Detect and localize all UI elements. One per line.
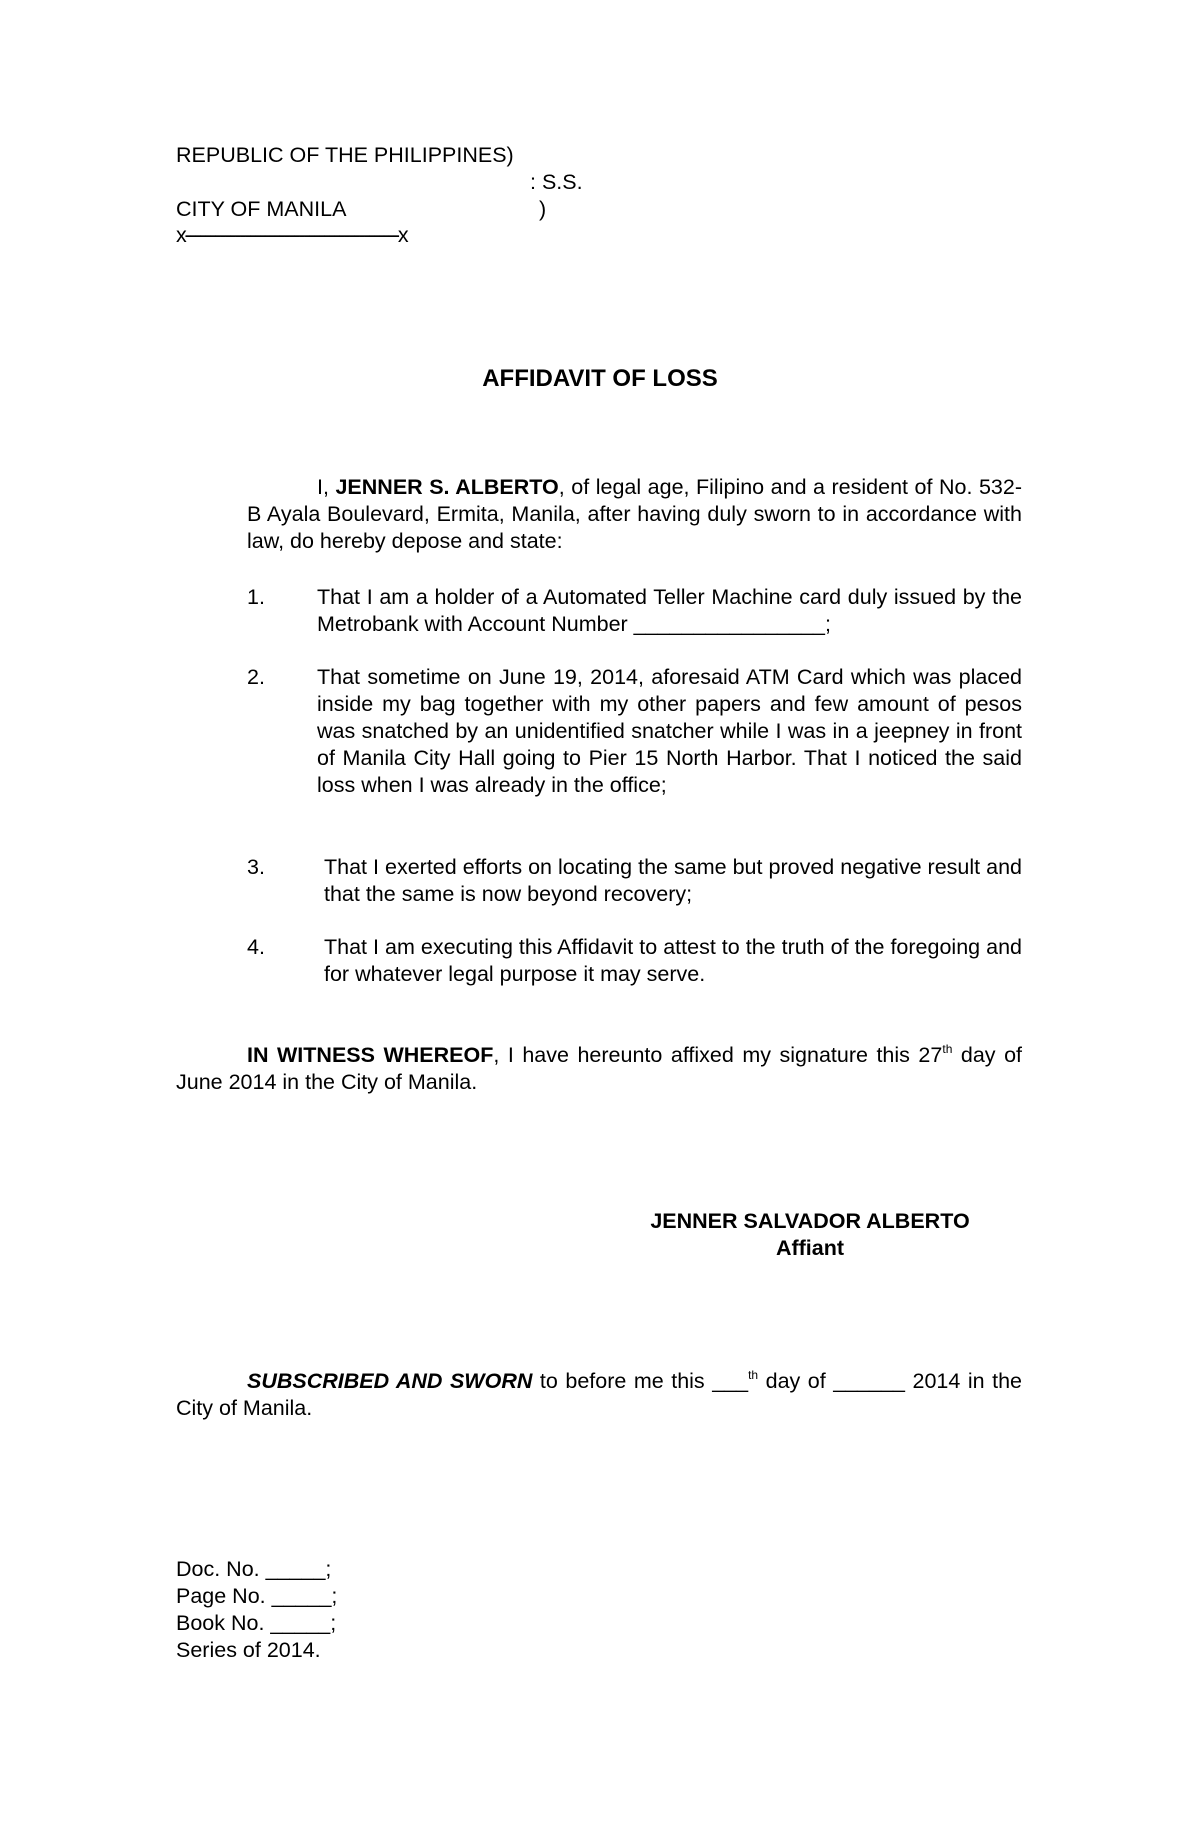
venue-republic: REPUBLIC OF THE PHILIPPINES) <box>176 143 514 167</box>
list-item-text: That sometime on June 19, 2014, aforesaid ATM Card which was placed inside my bag together with my other papers and few amount of pesos was snatched by an unidentified snatcher while I was in a jeepney in front of Manila City Hall going to Pier 15 North Harbor. That I noticed the said loss when I was already in the office; <box>317 665 1022 797</box>
book-number: Book No. _____; <box>176 1611 337 1635</box>
venue-divider: x-------------------------------------------x <box>176 223 407 247</box>
jurat-tail: day of ______ 2014 in the City of Manila. <box>176 1369 1022 1420</box>
jurat-lead: SUBSCRIBED AND SWORN <box>247 1369 533 1393</box>
intro-paragraph <box>247 474 1022 555</box>
series-year: Series of 2014. <box>176 1638 321 1662</box>
witness-paragraph <box>176 1042 1022 1096</box>
doc-number: Doc. No. _____; <box>176 1557 332 1581</box>
list-item-text: That I am executing this Affidavit to attest to the truth of the foregoing and for whatever legal purpose it may serve. <box>324 935 1022 986</box>
document-title: AFFIDAVIT OF LOSS <box>482 365 718 392</box>
list-item-text: That I exerted efforts on locating the same but proved negative result and that the same is now beyond recovery; <box>324 855 1022 906</box>
witness-sup: th <box>942 1042 953 1056</box>
jurat-paragraph <box>176 1368 1022 1422</box>
venue-ss: : S.S. <box>530 170 583 194</box>
page-number: Page No. _____; <box>176 1584 338 1608</box>
list-item-number: 2. <box>247 665 265 689</box>
venue-city: CITY OF MANILA <box>176 197 347 221</box>
intro-text: , of legal age, Filipino and a resident of No. 532-B Ayala Boulevard, Ermita, Manila, after having duly sworn to in accordance with law, do hereby depose and state: <box>247 475 1022 553</box>
affiant-name-inline: JENNER S. ALBERTO <box>335 475 559 499</box>
witness-lead: IN WITNESS WHEREOF <box>247 1043 494 1067</box>
list-item-number: 3. <box>247 855 265 879</box>
venue-city-paren: ) <box>539 197 547 221</box>
signature-name: JENNER SALVADOR ALBERTO <box>650 1209 970 1233</box>
list-item-text: That I am a holder of a Automated Teller Machine card duly issued by the Metrobank with Account Number ________________; <box>317 585 1022 636</box>
witness-tail: day of June 2014 in the City of Manila. <box>176 1043 1022 1094</box>
intro-prefix: I, <box>317 475 336 499</box>
jurat-text: to before me this ___ <box>532 1369 749 1393</box>
signature-role: Affiant <box>775 1236 845 1260</box>
list-item-number: 1. <box>247 585 265 609</box>
list-item-number: 4. <box>247 935 265 959</box>
witness-text: , I have hereunto affixed my signature this 27 <box>493 1043 943 1067</box>
jurat-sup: th <box>748 1368 759 1382</box>
